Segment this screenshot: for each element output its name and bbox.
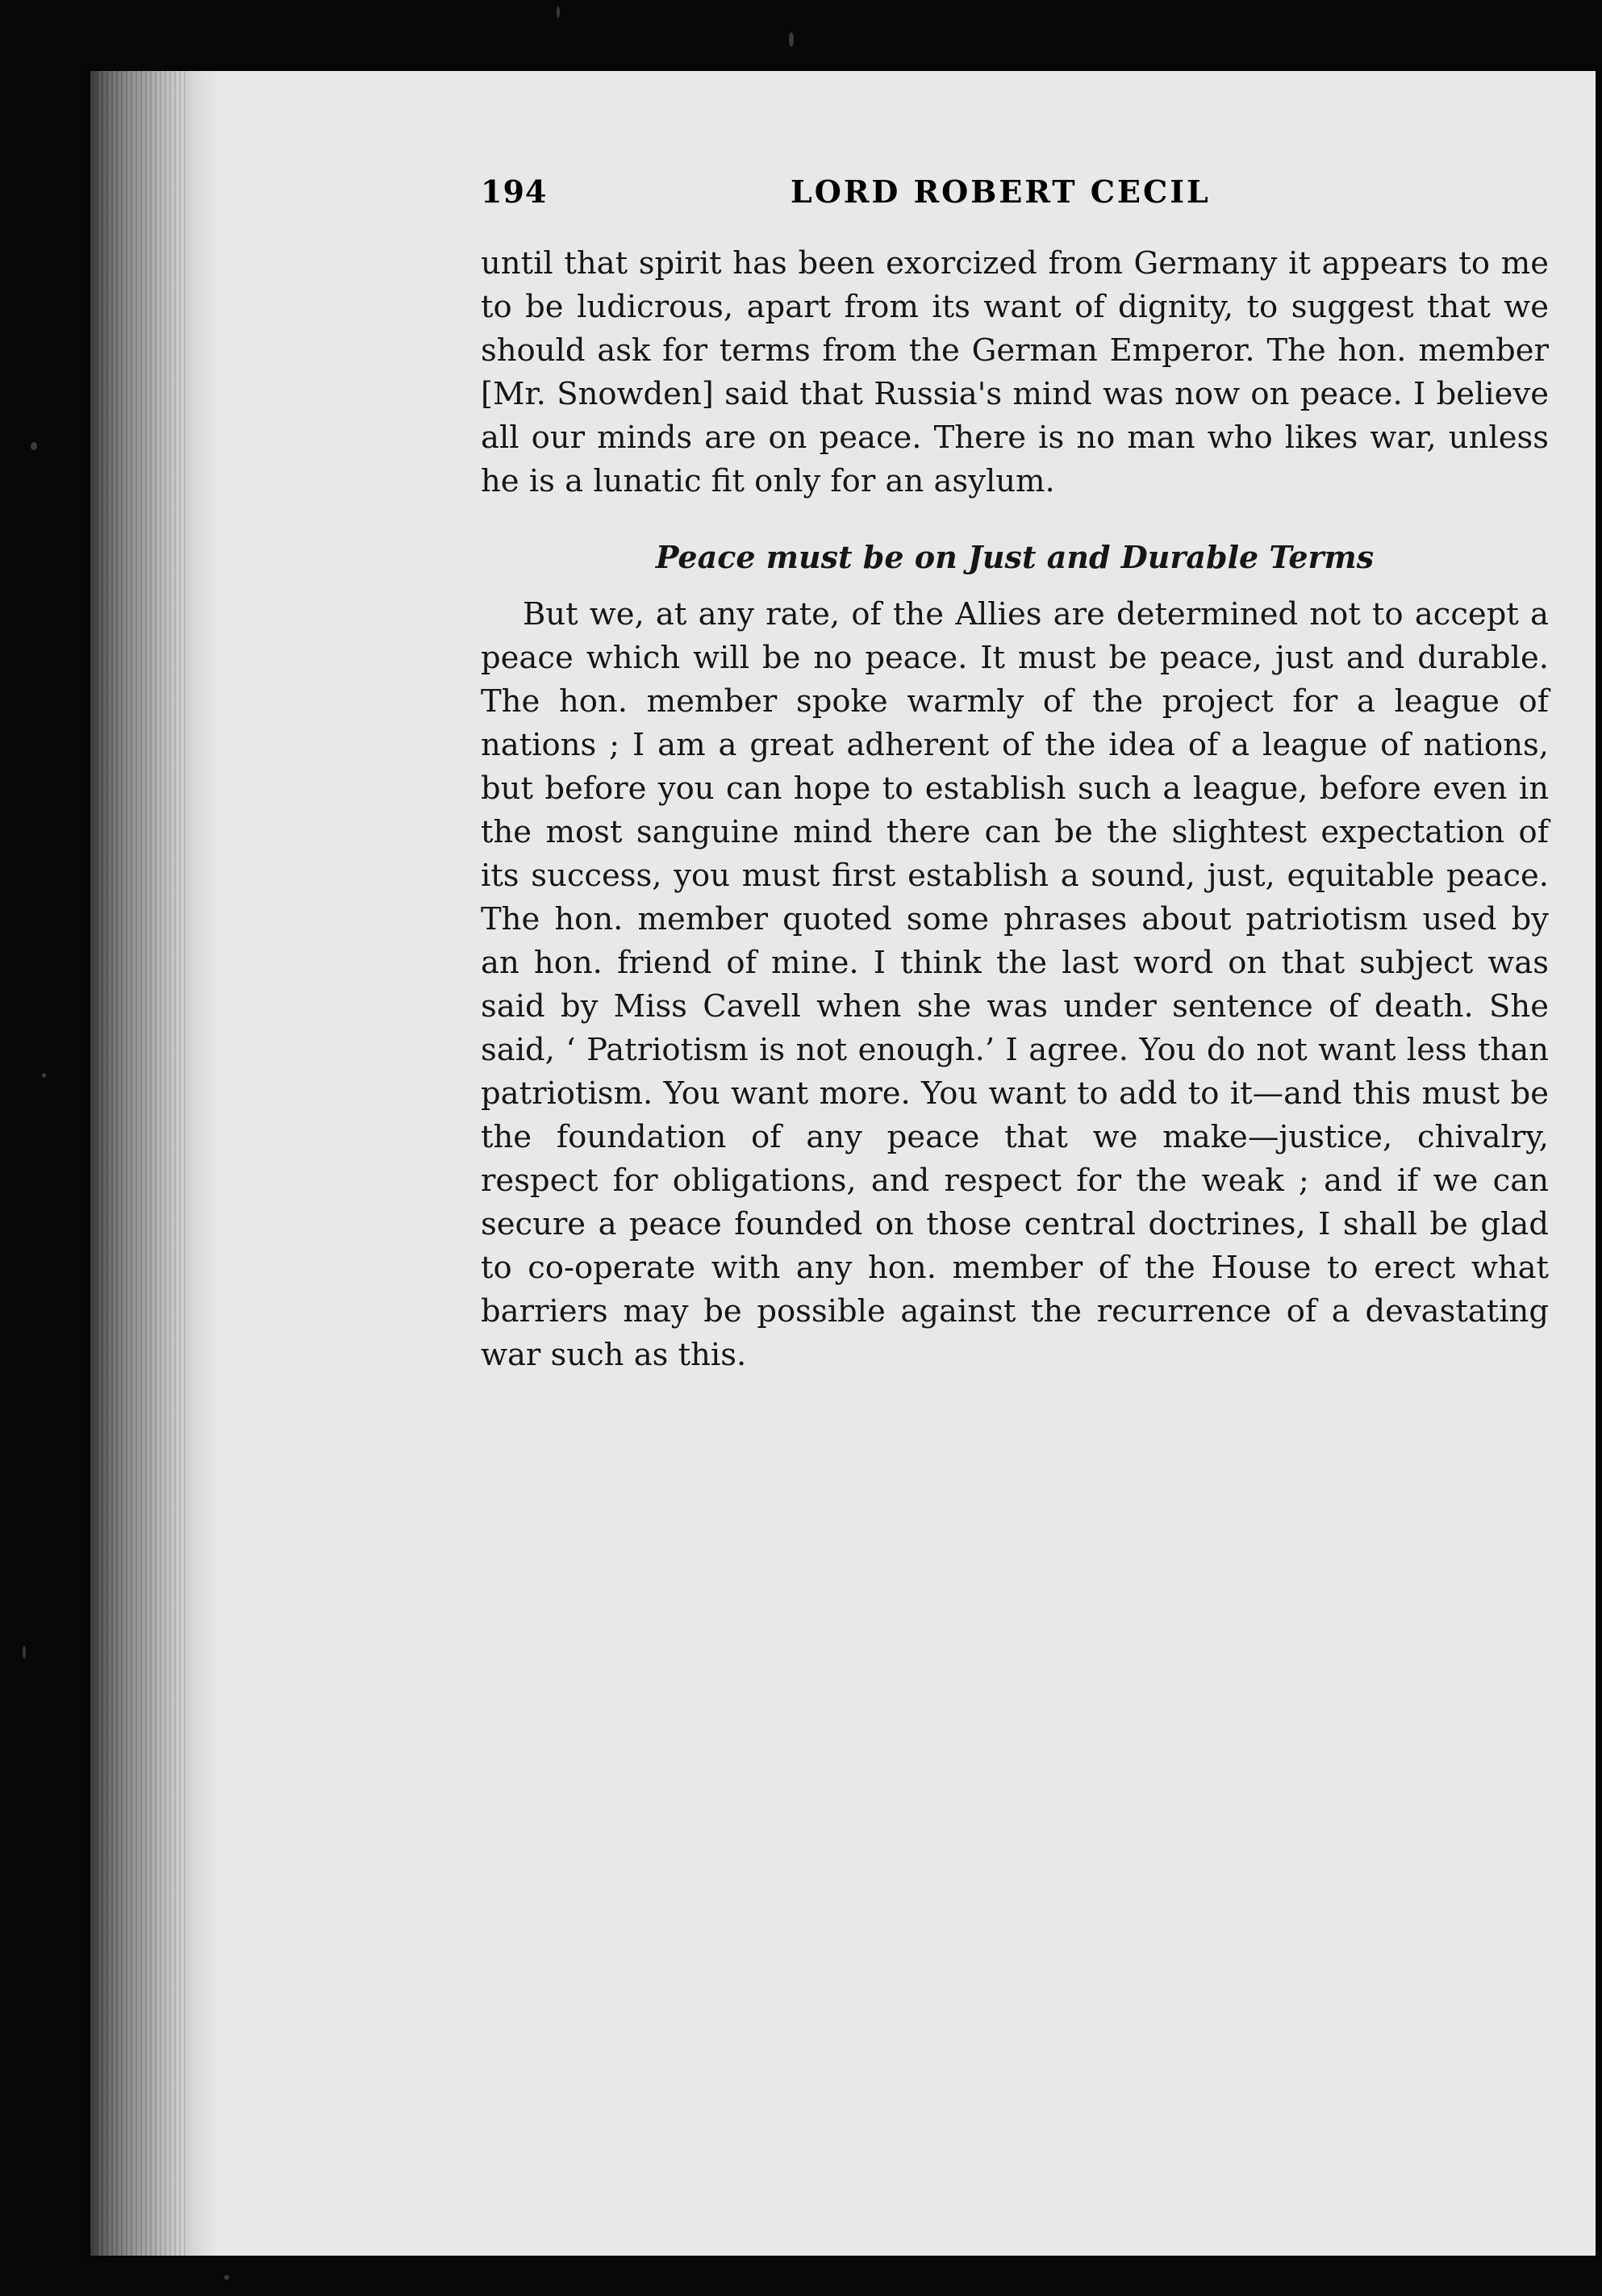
paragraph-2: But we, at any rate, of the Allies are determined not to accept a peace which will be no peace. It must be peace, just and durable. The hon. member spoke warmly of the project for a league of nations ; I am a great adherent of the idea of a league of nations, but before you can hope to establish such a league, before even in the most sanguine mind there can be the slightest expectation of its success, you must first establish a sound, just, equitable peace. The hon. member quoted some phrases about patriotism used by an hon. friend of mine. I think the last word on that subject was said by Miss Cavell when she was under sentence of death. She said, ‘ Patriotism is not enough.’ I agree. You do not want less than patriotism. You want more. You want to add to it—and this must be the foundation of any peace that we make—justice, chivalry, respect for obligations, and respect for the weak ; and if we can secure a peace founded on those central doctrines, I shall be glad to co-operate with any hon. member of the House to erect what barriers may be possible against the recurrence of a devastating war such as this. [481,596,1549,1373]
page-number: 194 [481,173,548,210]
running-title: LORD ROBERT CECIL [791,173,1211,210]
page-gutter-shadow [90,71,219,2256]
gutter-stripes [97,71,186,2256]
running-head [0,173,1602,219]
paragraph-1: until that spirit has been exorcized from Germany it appears to me to be ludicrous, apart from its want of dignity, to suggest that we should ask for terms from the German Emperor. The hon. member [Mr. Snowden] said that Russia's mind was now on peace. I believe all our minds are on peace. There is no man who likes war, unless he is a lunatic fit only for an asylum. [481,245,1549,499]
section-subheading: Peace must be on Just and Durable Terms [655,539,1375,575]
